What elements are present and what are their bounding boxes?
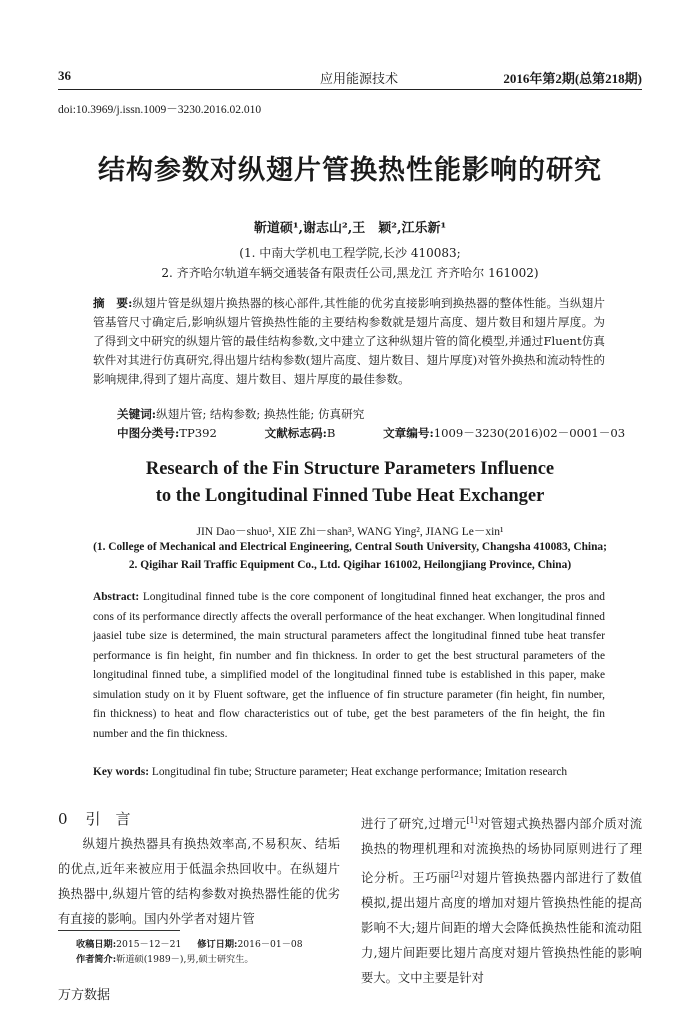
title-english-line-2: to the Longitudinal Finned Tube Heat Exchanger xyxy=(155,486,545,506)
keywords-english-label: Key words: xyxy=(93,766,149,778)
revised-date: 2016－01－08 xyxy=(237,939,303,950)
article-number-label: 文章编号: xyxy=(383,426,434,440)
author-bio: 靳道硕(1989－),男,硕士研究生。 xyxy=(116,954,254,965)
section-number: 0 xyxy=(58,810,68,828)
body-column-right xyxy=(361,808,642,991)
article-number: 1009－3230(2016)02－0001－03 xyxy=(433,426,626,440)
affiliation-english-2: 2. Qigihar Rail Traffic Equipment Co., Ltd. Qigihar 161002, Heilongjiang Province, China) xyxy=(128,559,572,571)
received-date: 2015－12－21 xyxy=(116,939,182,950)
citation-2: [2] xyxy=(450,870,463,880)
header-rule xyxy=(58,89,642,90)
authors-english: JIN Dao－shuo¹, XIE Zhi－shan³, WANG Ying², JIANG Le－xin¹ xyxy=(196,526,504,538)
classification-chinese xyxy=(117,425,669,441)
abstract-chinese-text: 纵翅片管是纵翅片换热器的核心部件,其性能的优劣直接影响到换热器的整体性能。当纵翅片管基管尺寸确定后,影响纵翅片管换热性能的主要结构参数就是翅片高度、翅片数目和翅片厚度。为了得到文中研究的纵翅片管的最佳结构参数,文中建立了这种纵翅片管的简化模型,并通过Fluent仿真软件对其进行仿真研究,得出翅片结构参数(翅片高度、翅片数目、翅片厚度)对管外换热和流动特性的影响规律,得到了翅片高度、翅片数目、翅片厚度的最佳参数。 xyxy=(93,296,605,386)
body-right-text-2: 对管翅式换热器内部介质对流换热的物理机理和对流换热的场协同原则进行了理论分析。王巧丽 xyxy=(361,817,642,886)
affiliation-chinese-1: (1. 中南大学机电工程学院,长沙 410083; xyxy=(239,246,461,260)
section-title: 引 言 xyxy=(85,810,131,828)
revised-label: 修订日期: xyxy=(197,939,238,950)
abstract-chinese xyxy=(93,294,605,389)
watermark: 万方数据 xyxy=(58,988,111,1003)
author-bio-label: 作者简介: xyxy=(76,954,117,965)
abstract-chinese-label: 摘 要: xyxy=(93,296,133,310)
clc-label: 中图分类号: xyxy=(117,426,180,440)
journal-name: 应用能源技术 xyxy=(320,72,399,87)
abstract-english-label: Abstract: xyxy=(93,591,140,603)
affiliation-english-1: (1. College of Mechanical and Electrical Engineering, Central South University, Changsha 410083, China; xyxy=(93,541,607,553)
body-column-left: 纵翅片换热器具有换热效率高,不易积灰、结垢的优点,近年来被应用于低温余热回收中。在纵翅片换热器中,纵翅片管的结构参数对换热器性能的优劣有直接的影响。国内外学者对翅片管 xyxy=(58,837,340,926)
keywords-english-text: Longitudinal fin tube; Structure parameter; Heat exchange performance; Imitation research xyxy=(151,766,568,778)
body-right-text-1: 进行了研究,过增元 xyxy=(361,817,467,832)
clc-code: TP392 xyxy=(179,426,217,440)
page-number: 36 xyxy=(58,68,71,83)
footnote-dates xyxy=(76,936,303,950)
running-header xyxy=(58,68,642,90)
keywords-chinese-label: 关键词: xyxy=(117,407,157,421)
doc-code: B xyxy=(326,426,336,440)
section-heading xyxy=(58,808,131,829)
keywords-chinese xyxy=(117,406,364,422)
title-english-line-1: Research of the Fin Structure Parameters Influence xyxy=(145,459,555,479)
keywords-english xyxy=(93,763,605,783)
footnote-author xyxy=(76,951,254,965)
affiliation-chinese-2: 2. 齐齐哈尔轨道车辆交通装备有限责任公司,黑龙江 齐齐哈尔 161002) xyxy=(161,266,539,280)
abstract-english xyxy=(93,588,605,744)
abstract-english-text: Longitudinal finned tube is the core component of longitudinal finned heat exchanger, the pros and cons of its performance directly affects the overall performance of the heat exchanger. When longitudinal finned jaasiel tube size is determined, the main structural parameters affect the longitudinal finned tube heat transfer performance is fin height, fin number and fin thickness. In order to get the best structural parameters of the longitudinal finned tube, a simplified model of the longitudinal finned tube is established in this paper, make simulation study on it by Fluent software, get the influence of fin structure parameter (fin height, fin number, fin thickness) to heat and flow characteristics out of tube, get the best parameters of the fin height, the fin number and the fin thickness. xyxy=(93,591,605,740)
issue-info: 2016年第2期(总第218期) xyxy=(503,71,642,86)
citation-1: [1] xyxy=(466,816,478,825)
doc-code-label: 文献标志码: xyxy=(264,426,327,440)
body-right-text-3: 对翅片管换热器内部进行了数值模拟,提出翅片高度的增加对翅片管换热性能的提高影响不大;翅片间距的增大会降低换热性能和流动阻力,翅片间距要比翅片高度对翅片管换热性能的影响要大。文中主要是针对 xyxy=(361,871,642,986)
received-label: 收稿日期: xyxy=(76,939,117,950)
doi: doi:10.3969/j.issn.1009－3230.2016.02.010 xyxy=(58,104,262,116)
authors-chinese: 靳道硕¹,谢志山²,王 颖²,江乐新¹ xyxy=(253,221,447,236)
keywords-chinese-text: 纵翅片管; 结构参数; 换热性能; 仿真研究 xyxy=(156,407,365,421)
title-chinese: 结构参数对纵翅片管换热性能影响的研究 xyxy=(98,155,602,186)
footnote-rule xyxy=(58,930,180,931)
